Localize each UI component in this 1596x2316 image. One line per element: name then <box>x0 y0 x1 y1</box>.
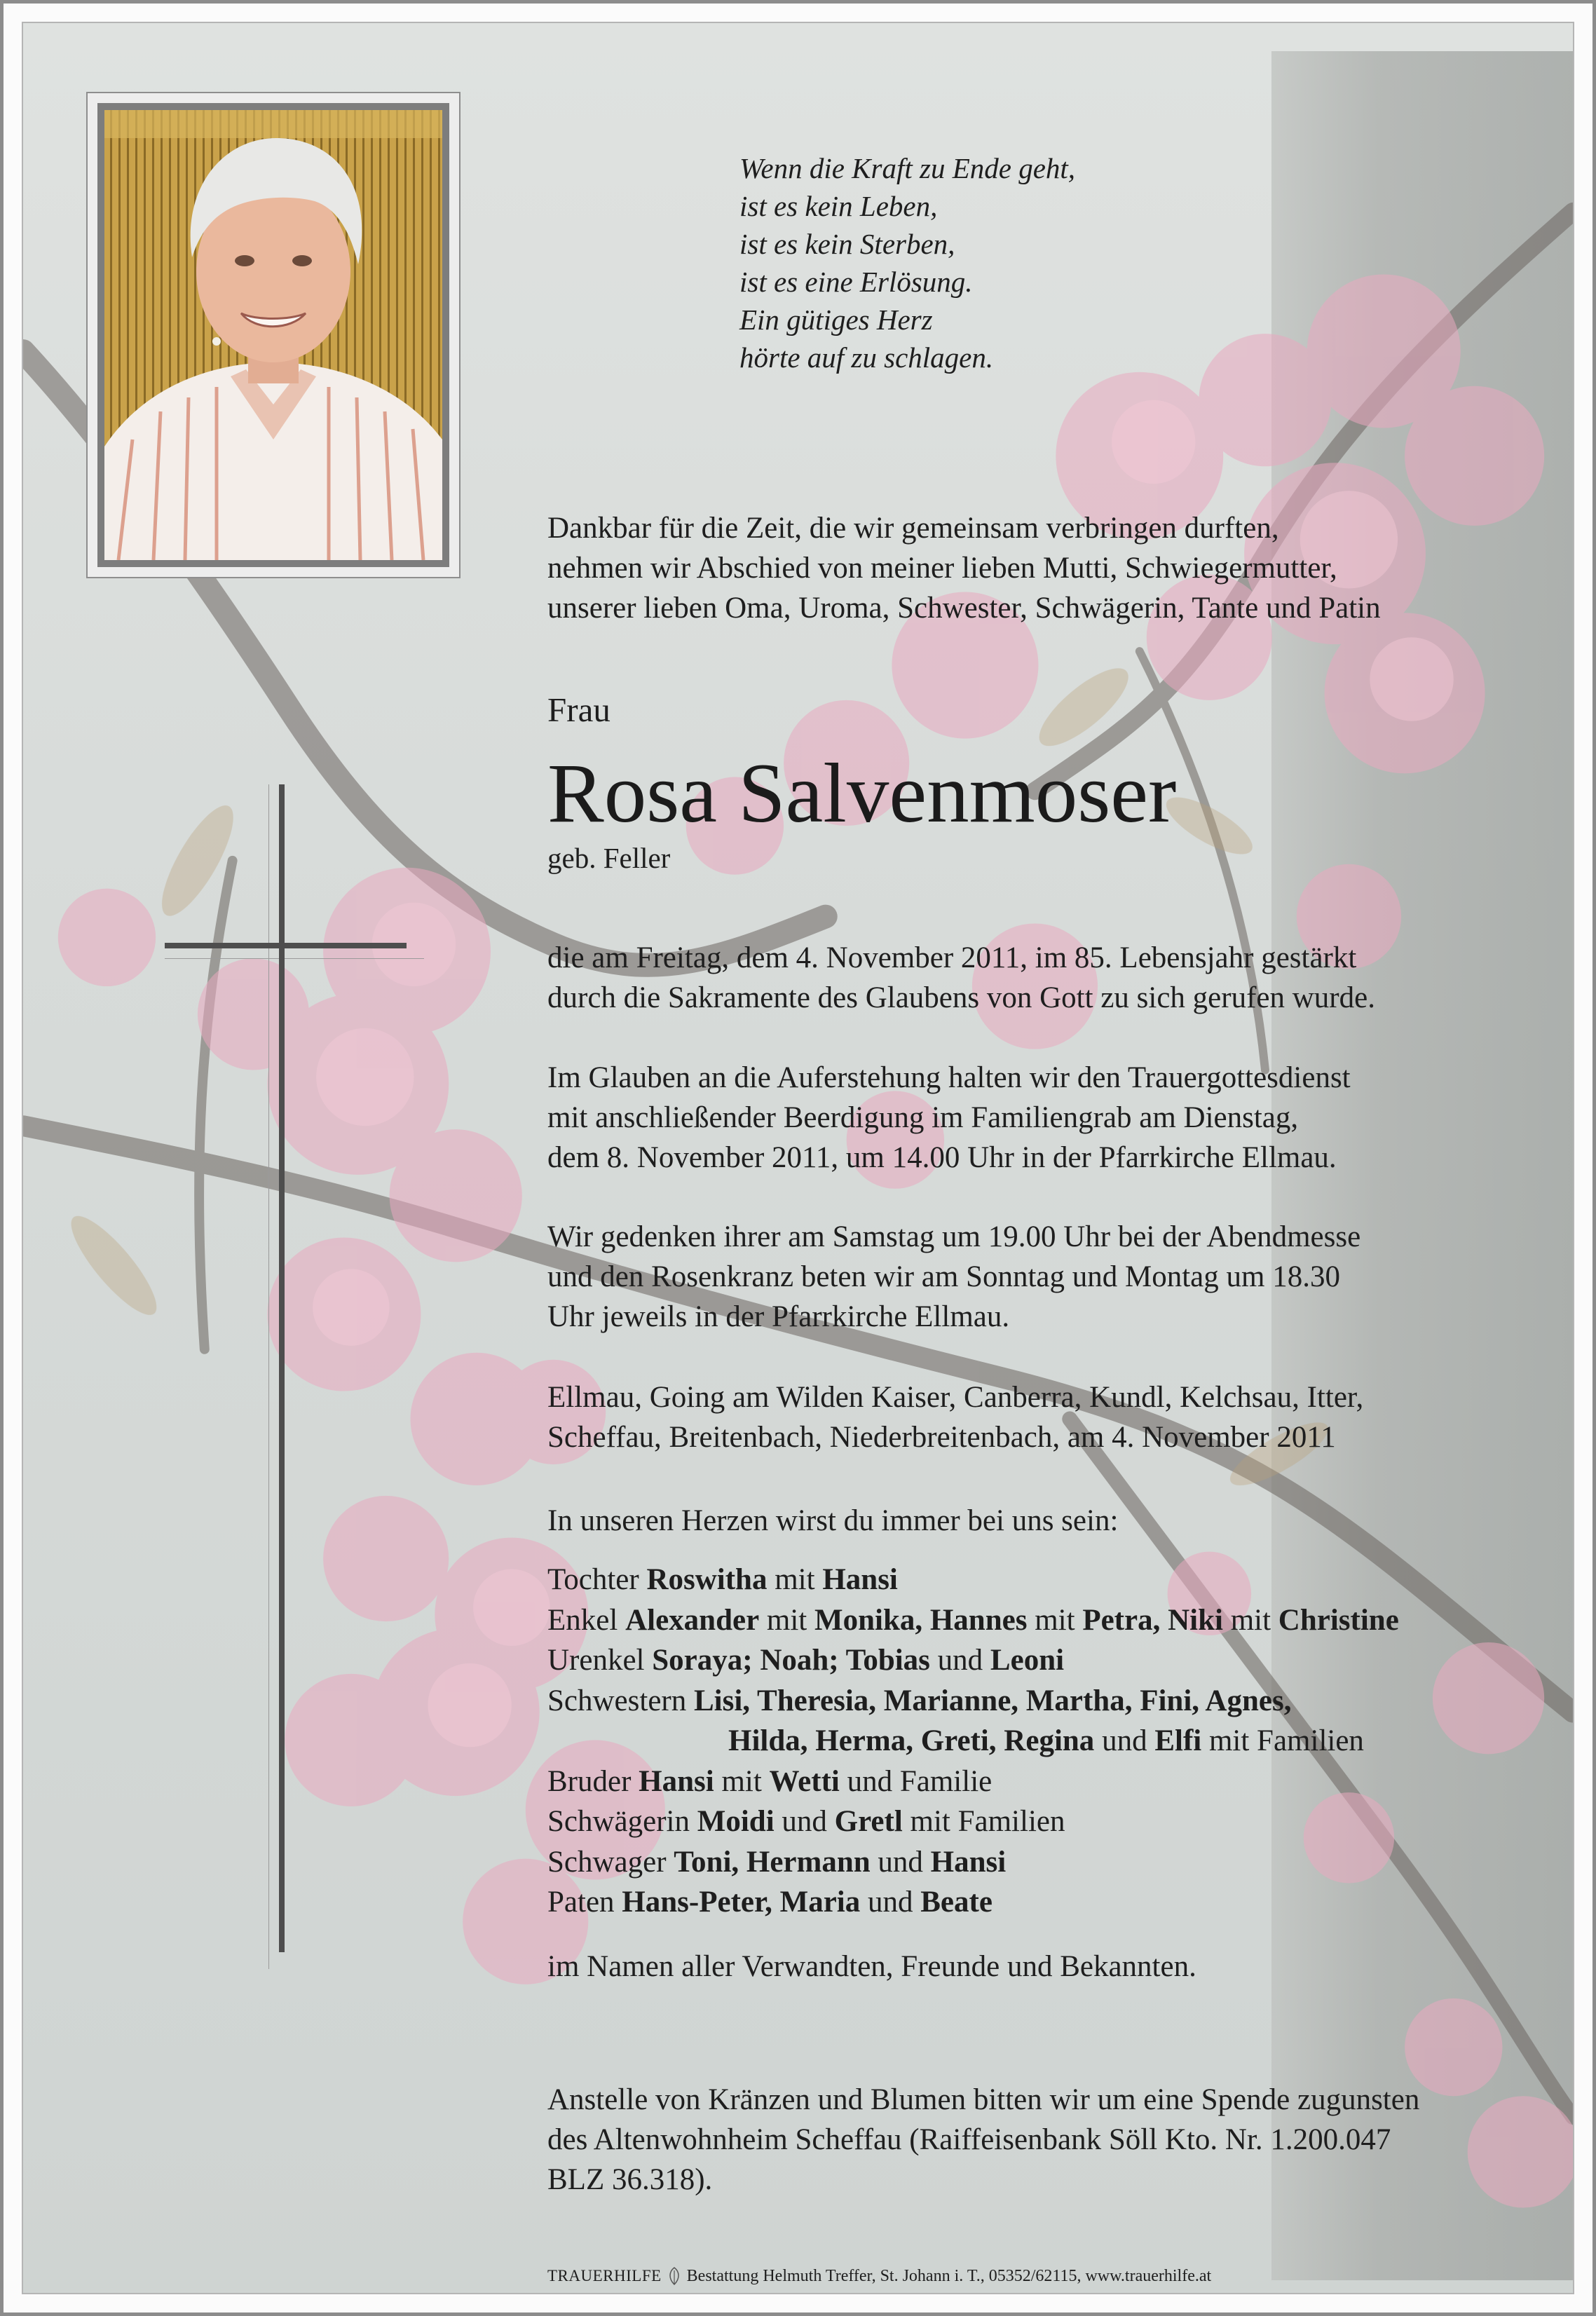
hearts-line: In unseren Herzen wirst du immer bei uns sein: <box>547 1504 1119 1537</box>
family-member-name: Roswitha <box>646 1563 768 1596</box>
poem <box>739 149 1075 376</box>
family-relation-text: und <box>774 1805 835 1838</box>
deceased-name: Rosa Salvenmoser <box>547 747 1177 840</box>
footer-brand: TRAUERHILFE <box>547 2267 662 2284</box>
funeral-line: dem 8. November 2011, um 14.00 Uhr in der Pfarrkirche Ellmau. <box>547 1141 1337 1174</box>
intro-line: unserer lieben Oma, Uroma, Schwester, Schwägerin, Tante und Patin <box>547 592 1381 625</box>
cross-shadow-vertical <box>268 784 269 1969</box>
poem-line: Ein gütiges Herz <box>739 304 933 336</box>
remembrance-line: Uhr jeweils in der Pfarrkirche Ellmau. <box>547 1300 1010 1333</box>
cross-horizontal-bar <box>165 943 407 948</box>
family-relation-text: Paten <box>547 1886 622 1919</box>
funeral-paragraph <box>547 1058 1351 1178</box>
family-relation-text: mit <box>1222 1603 1278 1637</box>
family-relation-text: und <box>1094 1724 1155 1757</box>
salutation: Frau <box>547 690 611 729</box>
portrait-mat <box>97 103 449 567</box>
intro-line: Dankbar für die Zeit, die wir gemeinsam verbringen durften, <box>547 512 1279 545</box>
poem-line: Wenn die Kraft zu Ende geht, <box>739 152 1076 184</box>
family-line <box>547 1762 1399 1802</box>
family-line <box>547 1681 1399 1722</box>
donation-line: Anstelle von Kränzen und Blumen bitten wir um eine Spende zugunsten <box>547 2083 1420 2116</box>
family-line <box>547 1600 1399 1641</box>
family-relation-text: und <box>870 1845 931 1879</box>
family-relation-text: mit <box>714 1764 770 1798</box>
family-member-name: Alexander <box>625 1603 760 1637</box>
family-relation-text: Schwager <box>547 1845 674 1879</box>
cross-vertical-bar <box>279 784 285 1952</box>
family-line <box>547 1842 1399 1883</box>
family-line <box>547 1882 1399 1923</box>
family-member-name: Christine <box>1278 1603 1399 1637</box>
family-line <box>547 1721 1399 1762</box>
family-relation-text: Bruder <box>547 1764 639 1798</box>
family-member-name: Gretl <box>834 1805 903 1838</box>
footer <box>547 2266 1211 2287</box>
family-member-name: Soraya; Noah; Tobias <box>652 1644 930 1677</box>
footer-text: Bestattung Helmuth Treffer, St. Johann i. T., 05352/62115, www.trauerhilfe.at <box>686 2267 1212 2285</box>
places-paragraph <box>547 1377 1363 1457</box>
family-relation-text: Tochter <box>547 1563 647 1596</box>
family-member-name: Leoni <box>990 1644 1065 1677</box>
family-relation-text: und <box>860 1886 921 1919</box>
poem-line: hörte auf zu schlagen. <box>739 341 994 374</box>
family-member-name: Toni, Hermann <box>674 1845 871 1879</box>
birth-name: geb. Feller <box>547 842 671 874</box>
funeral-line: Im Glauben an die Auferstehung halten wir den Trauergottesdienst <box>547 1061 1351 1094</box>
portrait-frame <box>86 92 461 578</box>
poem-line: ist es eine Erlösung. <box>739 266 973 298</box>
family-member-name: Lisi, Theresia, Marianne, Martha, Fini, Agnes, <box>693 1684 1292 1717</box>
poem-line: ist es kein Leben, <box>739 190 938 222</box>
death-notice-line: durch die Sakramente des Glaubens von Gott zu sich gerufen wurde. <box>547 981 1375 1014</box>
portrait-photo <box>104 110 442 560</box>
donation-line: des Altenwohnheim Scheffau (Raiffeisenbank Söll Kto. Nr. 1.200.047 <box>547 2123 1391 2156</box>
family-line <box>547 1801 1399 1842</box>
family-member-name: Hansi <box>930 1845 1007 1879</box>
family-relation-text: mit <box>759 1603 814 1637</box>
intro-paragraph <box>547 508 1381 628</box>
family-member-name: Petra, Niki <box>1082 1603 1223 1637</box>
death-notice <box>547 938 1375 1018</box>
relatives-line: im Namen aller Verwandten, Freunde und Bekannten. <box>547 1950 1196 1983</box>
family-relation-text: Schwägerin <box>547 1805 697 1838</box>
family-member-name: Hansi <box>639 1764 714 1798</box>
remembrance-line: und den Rosenkranz beten wir am Sonntag und Montag um 18.30 <box>547 1260 1340 1293</box>
donation-line: BLZ 36.318). <box>547 2163 713 2196</box>
cross-shadow-horizontal <box>165 958 424 959</box>
remembrance-line: Wir gedenken ihrer am Samstag um 19.00 Uhr bei der Abendmesse <box>547 1220 1361 1253</box>
family-member-name: Hilda, Herma, Greti, Regina <box>728 1724 1095 1757</box>
family-relation-text: mit <box>1027 1603 1083 1637</box>
family-member-name: Hans-Peter, Maria <box>622 1886 861 1919</box>
family-relation-text: mit Familien <box>1201 1724 1364 1757</box>
donation-paragraph <box>547 2080 1419 2200</box>
family-list <box>547 1560 1399 1923</box>
poem-line: ist es kein Sterben, <box>739 228 955 260</box>
family-member-name: Wetti <box>769 1764 840 1798</box>
death-notice-line: die am Freitag, dem 4. November 2011, im 85. Lebensjahr gestärkt <box>547 941 1357 974</box>
family-member-name: Monika, Hannes <box>814 1603 1028 1637</box>
family-relation-text: mit Familien <box>902 1805 1065 1838</box>
family-line <box>547 1560 1399 1600</box>
remembrance-paragraph <box>547 1217 1360 1337</box>
funeral-line: mit anschließender Beerdigung im Familiengrab am Dienstag, <box>547 1101 1299 1134</box>
family-relation-text: Schwestern <box>547 1684 694 1717</box>
family-member-name: Hansi <box>822 1563 898 1596</box>
family-member-name: Elfi <box>1154 1724 1202 1757</box>
leaf-logo-icon <box>666 2266 683 2286</box>
family-member-name: Beate <box>920 1886 993 1919</box>
places-line: Ellmau, Going am Wilden Kaiser, Canberra, Kundl, Kelchsau, Itter, <box>547 1381 1364 1414</box>
family-relation-text: Enkel <box>547 1603 626 1637</box>
family-line <box>547 1640 1399 1681</box>
intro-line: nehmen wir Abschied von meiner lieben Mutti, Schwiegermutter, <box>547 552 1337 585</box>
family-member-name: Moidi <box>697 1805 775 1838</box>
family-relation-text: Urenkel <box>547 1644 653 1677</box>
places-line: Scheffau, Breitenbach, Niederbreitenbach, am 4. November 2011 <box>547 1421 1336 1454</box>
family-relation-text: und <box>929 1644 990 1677</box>
family-relation-text: und Familie <box>839 1764 993 1798</box>
family-relation-text: mit <box>767 1563 823 1596</box>
